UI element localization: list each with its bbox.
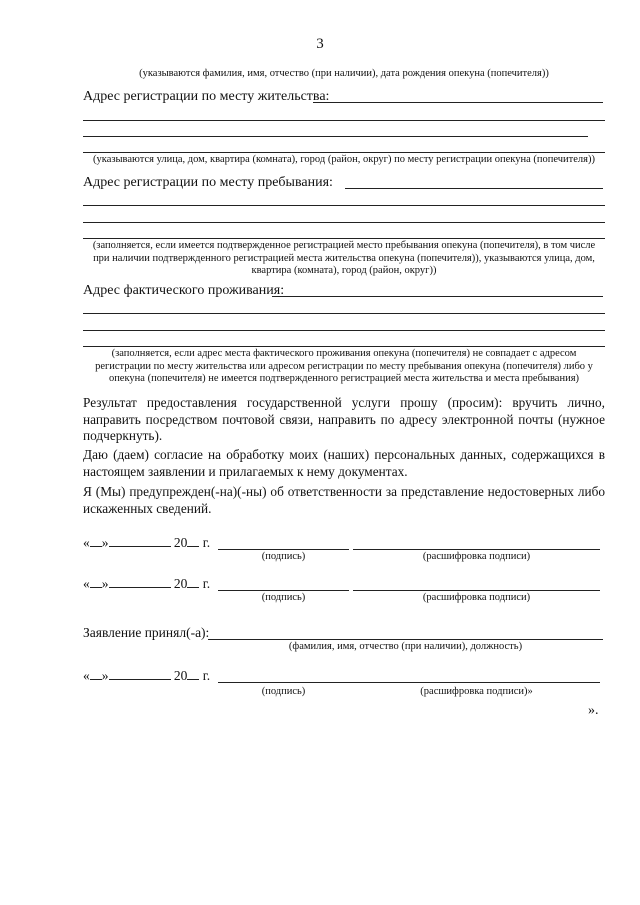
year-blank[interactable]: [187, 587, 199, 588]
month-blank[interactable]: [109, 546, 171, 547]
stay-caption-line-1: (заполняется, если имеется подтвержденное регистрацией место пребывания опекуна (попечителя), в том числе: [92, 240, 596, 251]
date-open-quote: «: [83, 535, 90, 550]
year-prefix: 20: [173, 576, 188, 591]
date-close-quote: »: [101, 535, 109, 550]
actual-caption-line-1: (заполняется, если адрес места фактического проживания опекуна (попечителя) не совпадает с адресом: [111, 348, 577, 359]
consent-paragraph: Даю (даем) согласие на обработку моих (наших) персональных данных, содержащихся в настоящем заявлении и прилагаемых к нему документах.: [83, 447, 605, 479]
signature-caption-3: (подпись): [261, 686, 306, 697]
stay-caption-line-3: квартира (комната), город (район, округ)): [251, 265, 437, 276]
residence-address-caption: (указываются улица, дом, квартира (комната), город (район, округ) по месту регистрации опекуна (попечителя)): [93, 154, 595, 165]
actual-address-line-2[interactable]: [83, 313, 605, 314]
signature-decode-caption-1: (расшифровка подписи): [422, 551, 531, 562]
stay-address-line-4[interactable]: [83, 238, 605, 239]
signature-caption-2: (подпись): [261, 592, 306, 603]
date-field-3: [83, 668, 210, 684]
stay-caption-line-2: при наличии подтвержденного регистрацией места жительства опекуна (попечителя)), указываются улица, дом,: [93, 252, 595, 264]
signature-line-1[interactable]: [218, 549, 349, 550]
closing-quote-mark: ».: [588, 703, 599, 718]
signature-caption-1: (подпись): [261, 551, 306, 562]
stay-address-line-2[interactable]: [83, 205, 605, 206]
month-blank[interactable]: [109, 587, 171, 588]
actual-address-label: Адрес фактического проживания:: [83, 283, 285, 298]
year-prefix: 20: [173, 668, 188, 683]
accepted-by-line[interactable]: [208, 639, 603, 640]
residence-address-line-2[interactable]: [83, 120, 605, 121]
actual-caption-line-2: регистрации по месту жительства или адресом регистрации по месту пребывания опекуна (попечителя) либо у: [95, 360, 593, 372]
liability-warning-paragraph: Я (Мы) предупрежден(-на)(-ны) об ответственности за представление недостоверных либо искаженных сведений.: [83, 484, 605, 516]
actual-caption-line-3: опекуна (попечителя) не имеется подтвержденного регистрацией места жительства и места пребывания): [108, 373, 580, 384]
accepted-by-caption: (фамилия, имя, отчество (при наличии), должность): [288, 641, 523, 652]
day-blank[interactable]: [90, 679, 102, 680]
day-blank[interactable]: [90, 587, 102, 588]
residence-address-line-1[interactable]: [313, 102, 603, 103]
month-blank[interactable]: [109, 679, 171, 680]
date-open-quote: «: [83, 576, 90, 591]
date-field-2: [83, 576, 210, 592]
date-open-quote: «: [83, 668, 90, 683]
residence-address-line-4[interactable]: [83, 152, 605, 153]
year-blank[interactable]: [187, 679, 199, 680]
residence-address-label: Адрес регистрации по месту жительства:: [83, 89, 330, 104]
year-prefix: 20: [173, 535, 188, 550]
year-blank[interactable]: [187, 546, 199, 547]
page-number: 3: [316, 36, 324, 52]
stay-address-caption: [80, 240, 608, 278]
guardian-caption: (указываются фамилия, имя, отчество (при наличии), дата рождения опекуна (попечителя)): [139, 68, 549, 79]
signature-line-3[interactable]: [218, 682, 600, 683]
result-delivery-paragraph: Результат предоставления государственной услуги прошу (просим): вручить лично, направить посредством почтовой связи, направить по адресу электронной почты (нужное подчеркнуть).: [83, 395, 605, 443]
actual-address-line-3[interactable]: [83, 330, 605, 331]
residence-address-line-3[interactable]: [83, 136, 588, 137]
stay-address-line-1[interactable]: [345, 188, 603, 189]
year-suffix: г.: [202, 668, 211, 683]
signature-line-2[interactable]: [218, 590, 349, 591]
signature-decode-line-2[interactable]: [353, 590, 600, 591]
accepted-by-label: Заявление принял(-а):: [83, 625, 210, 640]
date-field-1: [83, 535, 210, 551]
actual-address-caption: [80, 348, 608, 386]
actual-address-line-4[interactable]: [83, 346, 605, 347]
signature-decode-line-1[interactable]: [353, 549, 600, 550]
actual-address-line-1[interactable]: [272, 296, 603, 297]
date-close-quote: »: [101, 668, 109, 683]
signature-decode-caption-2: (расшифровка подписи): [422, 592, 531, 603]
stay-address-line-3[interactable]: [83, 222, 605, 223]
date-close-quote: »: [101, 576, 109, 591]
signature-decode-caption-3: (расшифровка подписи)»: [420, 686, 533, 697]
year-suffix: г.: [202, 576, 211, 591]
year-suffix: г.: [202, 535, 211, 550]
stay-address-label: Адрес регистрации по месту пребывания:: [83, 175, 333, 190]
day-blank[interactable]: [90, 546, 102, 547]
